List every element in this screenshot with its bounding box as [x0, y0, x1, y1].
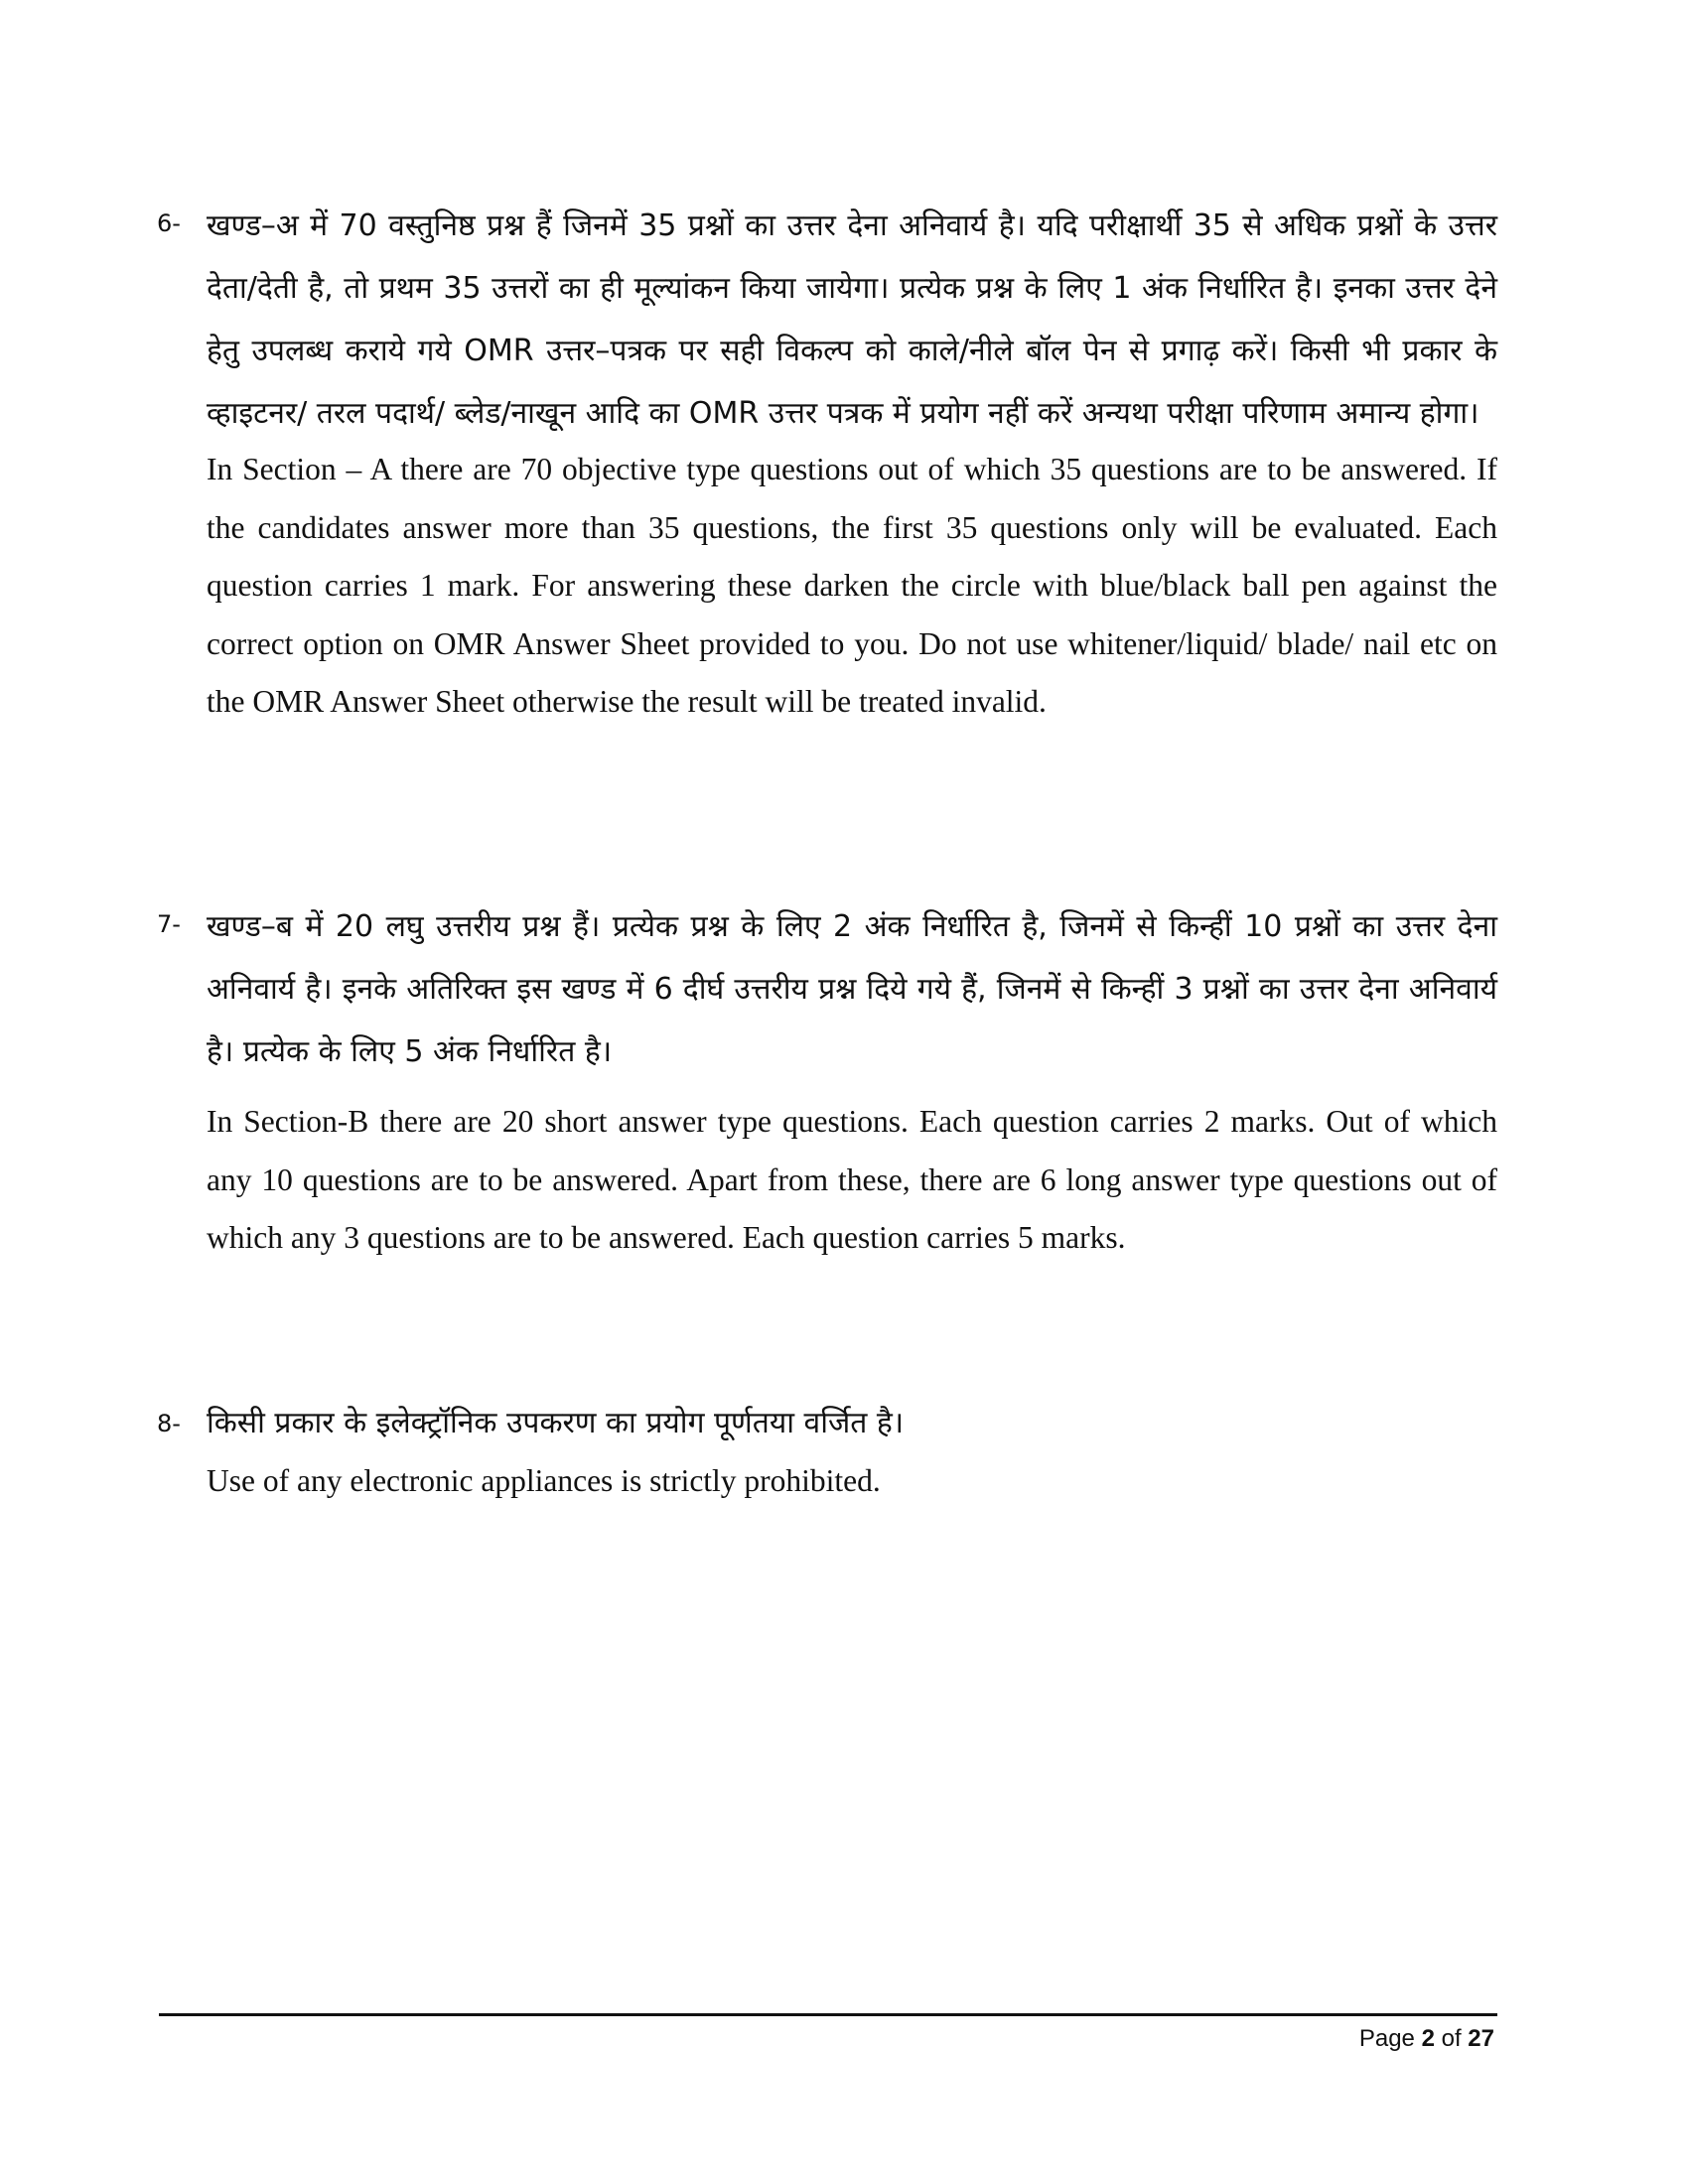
instruction-english-text: In Section – A there are 70 objective type questions out of which 35 questions are to be answered. If the candidates answer more than 35 questions, the first 35 questions only will be evaluated. Each question carries 1 mark. For answering these darken the circle with blue/black ball pen against the correct option on OMR Answer Sheet provided to you. Do not use whitener/liquid/ blade/ nail etc on the OMR Answer Sheet otherwise the result will be treated invalid. — [207, 452, 1497, 719]
page-total: 27 — [1468, 2025, 1494, 2052]
instruction-hindi-text: किसी प्रकार के इलेक्ट्रॉनिक उपकरण का प्रयोग पूर्णतया वर्जित है। — [207, 1406, 905, 1440]
page-number — [1359, 2023, 1494, 2055]
instruction-number: 6- — [157, 209, 181, 237]
instruction-hindi-text: खण्ड–अ में 70 वस्तुनिष्ठ प्रश्न हैं जिनमें 35 प्रश्नों का उत्तर देना अनिवार्य है। यदि परीक्षार्थी 35 से अधिक प्रश्नों के उत्तर देता/देती है, तो प्रथम 35 उत्तरों का ही मूल्यांकन किया जायेगा। प्रत्येक प्रश्न के लिए 1 अंक निर्धारित है। इनका उत्तर देने हेतु उपलब्ध कराये गये OMR उत्तर–पत्रक पर सही विकल्प को काले/नीले बॉल पेन से प्रगाढ़ करें। किसी भी प्रकार के व्हाइटनर/ तरल पदार्थ/ ब्लेड/नाखून आदि का OMR उत्तर पत्रक में प्रयोग नहीं करें अन्यथा परीक्षा परिणाम अमान्य होगा। — [207, 208, 1497, 431]
instruction-hindi-text: खण्ड–ब में 20 लघु उत्तरीय प्रश्न हैं। प्रत्येक प्रश्न के लिए 2 अंक निर्धारित है, जिनमें से किन्हीं 10 प्रश्नों का उत्तर देना अनिवार्य है। इनके अतिरिक्त इस खण्ड में 6 दीर्घ उत्तरीय प्रश्न दिये गये हैं, जिनमें से किन्हीं 3 प्रश्नों का उत्तर देना अनिवार्य है। प्रत्येक के लिए 5 अंक निर्धारित है। — [207, 909, 1497, 1069]
page-current: 2 — [1421, 2025, 1435, 2052]
instruction-8 — [157, 1395, 1497, 1510]
footer-divider — [159, 2013, 1497, 2016]
instruction-number: 8- — [157, 1410, 181, 1437]
instruction-number: 7- — [157, 910, 181, 938]
instruction-6 — [157, 195, 1497, 732]
page-of-label: of — [1441, 2025, 1462, 2052]
page-label: Page — [1358, 2025, 1415, 2052]
instruction-7 — [157, 895, 1497, 1268]
instruction-english-text: In Section-B there are 20 short answer type questions. Each question carries 2 marks. Out of which any 10 questions are to be answered. Apart from these, there are 6 long answer type questions out of which any 3 questions are to be answered. Each question carries 5 marks. — [207, 1104, 1497, 1255]
instruction-english-text: Use of any electronic appliances is strictly prohibited. — [207, 1463, 881, 1498]
